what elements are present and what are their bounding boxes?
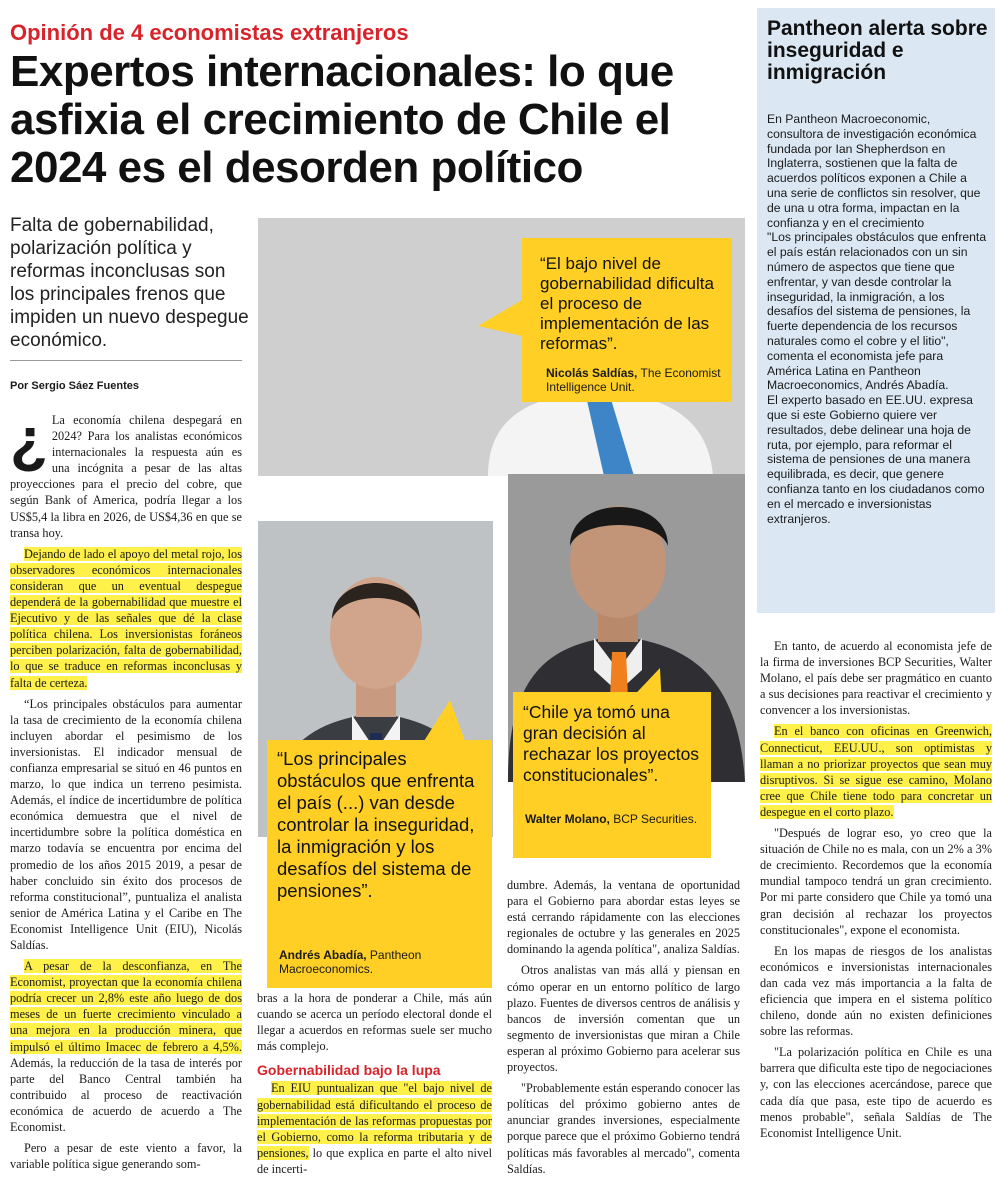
col1-paragraph-2: Dejando de lado el apoyo del metal rojo, los observadores económicos internacionales consideran que un eventual despegue dependerá de la gobernabilidad que muestre el Ejecutivo y de las señales que dé la clase política chilena. Los inversionistas foráneos perciben polarización, falta de gobernabilidad, lo que se traduce en reformas inconclusas y falta de certeza. — [10, 546, 242, 690]
quote-box-saldias — [522, 238, 732, 402]
quote-box-abadia — [267, 740, 492, 988]
headline: Expertos internacionales: lo que asfixia el crecimiento de Chile el 2024 es el desorden político — [10, 47, 674, 192]
sidebar-text — [767, 112, 989, 526]
column-4 — [760, 638, 992, 1146]
column-1 — [10, 406, 242, 1177]
quote-attribution-abadia: Andrés Abadía, Pantheon Macroeconomics. — [279, 948, 422, 976]
sidebar-paragraph-1: En Pantheon Macroeconomic, consultora de investigación económica fundada por Ian Shepherdson en Inglaterra, sostienen que la falta de acuerdos políticos exponen a Chile a una serie de conflictos sin resolver, que de una u otra forma, impactan en la confianza y en el crecimiento — [767, 112, 981, 230]
col1-paragraph-3: “Los principales obstáculos para aumentar la tasa de crecimiento de la economía chilena incluyen abordar el pesimismo de los inversionistas. El indicador mensual de confianza empresarial se situó en 46 puntos en marzo, lo que indica un terreno pesimista. Además, el índice de incertidumbre de política económica demuestra que el nivel de incertidumbre sobre la política doméstica en marzo todavía se encuentra por encima del promedio de los años 2015 2019, a pesar de haber concluido sin éxito dos procesos de reforma constitucional”, puntualiza el analista senior de América Latina y el Caribe en The Economist Intelligence Unit (EIU), Nicolás Saldías. — [10, 696, 242, 952]
col4-paragraph-1: En tanto, de acuerdo al economista jefe de la firma de inversiones BCP Securities, Walter Molano, el país debe ser pragmático en cuanto a sus decisiones para reactivar el crecimiento y convencer a los inversionistas. — [760, 639, 992, 718]
sidebar-paragraph-2: "Los principales obstáculos que enfrenta el país están relacionados con un sin número de aspectos que tiene que enfrentar, y van desde controlar la inseguridad, la inmigración, a los desafíos del sistema de pensiones, la fuerte dependencia de los recursos naturales como el cobre y el litio", comenta el economista jefe para América Latina en Pantheon Macroeconomics, Andrés Abadía. — [767, 230, 987, 393]
dropcap: ¿ — [10, 406, 48, 475]
quote-attribution-molano: Walter Molano, BCP Securities. — [525, 812, 698, 826]
col3-paragraph-3: "Probablemente están esperando conocer las políticas del próximo gobierno antes de anunciar grandes inversiones, especialmente porque parece que el próximo Gobierno tendrá políticas más favorables al mercado", comenta Saldías. — [507, 1081, 740, 1176]
sidebar-paragraph-3: El experto basado en EE.UU. expresa que si este Gobierno quiere ver resultados, debe delinear una hoja de ruta, por ejemplo, para reformar el sistema de pensiones de una manera equilibrada, es decir, que genere confianza tanto en los ciudadanos como en el mercado e inversionistas extranjeros. — [767, 393, 985, 526]
col1-paragraph-4-highlight: A pesar de la desconfianza, en The Economist, proyectan que la economía chilena podría crecer un 2,8% este año luego de dos meses de un fuerte crecimiento vinculado a una mejora en la producción minera, que impulsó el último Imacec de febrero a 4,5%. — [10, 959, 242, 1054]
col4-paragraph-3: "Después de lograr eso, yo creo que la situación de Chile no es mala, con un 2% a 3% de crecimiento. Recordemos que la economía mundial tampoco tendrá un gran crecimiento. Por mi parte considero que Chile ya tomó una gran decisión al rechazar los proyectos constitucionales", expone el economista. — [760, 826, 992, 937]
col1-paragraph-5: Pero a pesar de este viento a favor, la variable política sigue generando som- — [10, 1141, 242, 1172]
col2-paragraph-1: bras a la hora de ponderar a Chile, más aún cuando se acerca un período electoral donde el llegar a acuerdos en reformas suele ser mucho más complejo. — [257, 991, 492, 1054]
col4-paragraph-4: En los mapas de riesgos de los analistas económicos e inversionistas internacionales dan cada vez más importancia a la falta de eficiencia que impera en el sistema político chileno, donde aún no existen definiciones sobre las reformas. — [760, 943, 992, 1039]
col1-paragraph-1: La economía chilena despegará en 2024? Para los analistas económicos internacionales la respuesta aún es una incógnita a pesar de las altas proyecciones para el precio del cobre, que según Bank of America, podría llegar a los US$5,4 la libra en 2026, de US$4,36 en que se transa hoy. — [10, 413, 242, 540]
col1-paragraph-4: Además, la reducción de la tasa de interés por parte del Banco Central también ha contribuido al proceso de reactivación económica de acuerdo de acuerdo a The Economist. — [10, 1055, 242, 1135]
col4-paragraph-2-highlight: En el banco con oficinas en Greenwich, Connecticut, EEU.UU., son optimistas y llaman a no priorizar proyectos que sean muy disruptivos. Si se sigue ese camino, Molano cree que Chile tiene todo para concretar un despegue en el corto plazo. — [760, 724, 992, 819]
col4-paragraph-5: "La polarización política en Chile es una barrera que dificulta este tipo de negociaciones y, con las elecciones acercándose, parece que cada día que pasa, este tipo de acuerdo es menos probable", señala Saldías de The Economist Intelligence Unit. — [760, 1045, 992, 1140]
column-3 — [507, 877, 740, 1182]
column-2 — [257, 990, 492, 1182]
col3-paragraph-2: Otros analistas van más allá y piensan en cómo operar en un entorno político de largo plazo. Fuentes de diversos centros de análisis y bancos de inversión comentan que un segmento de inversionistas que miran a Chile esperan al próximo Gobierno para acelerar sus proyectos. — [507, 963, 740, 1075]
quote-box-molano — [513, 692, 711, 858]
quote-attribution-saldias: Nicolás Saldías, The Economist Intelligence Unit. — [546, 366, 721, 394]
lead-paragraph: Falta de gobernabilidad, polarización política y reformas inconclusas son los principales frenos que impiden un nuevo despegue económico. — [10, 215, 249, 351]
divider — [10, 360, 242, 361]
kicker: Opinión de 4 economistas extranjeros — [10, 20, 409, 45]
col2-paragraph-2-highlight: En EIU puntualizan que "el bajo nivel de gobernabilidad está dificultando el proceso de implementación de las reformas propuestas por el Gobierno, como la reforma tributaria y de pensiones, — [257, 1081, 492, 1160]
sidebar-title: Pantheon alerta sobre inseguridad e inmigración — [767, 17, 988, 84]
quote-saldias: “El bajo nivel de gobernabilidad dificulta el proceso de implementación de las reformas”. — [540, 254, 714, 353]
col3-paragraph-1: dumbre. Además, la ventana de oportunidad para el Gobierno para abordar estas leyes se está cerrando rápidamente con las elecciones regionales de octubre y las generales en 2025 dominando la agenda política", analiza Saldías. — [507, 878, 740, 957]
col2-paragraph-2: lo que explica en parte el alto nivel de incerti- — [257, 1145, 492, 1176]
quote-abadia: “Los principales obstáculos que enfrenta el país (...) van desde controlar la inseguridad, la inmigración y los desafíos del sistema de pensiones”. — [277, 748, 475, 901]
quote-pointer-saldias — [478, 300, 528, 340]
quote-molano: “Chile ya tomó una gran decisión al rechazar los proyectos constitucionales”. — [523, 702, 700, 785]
section-subhead: Gobernabilidad bajo la lupa — [257, 1062, 441, 1079]
byline: Por Sergio Sáez Fuentes — [10, 380, 139, 392]
